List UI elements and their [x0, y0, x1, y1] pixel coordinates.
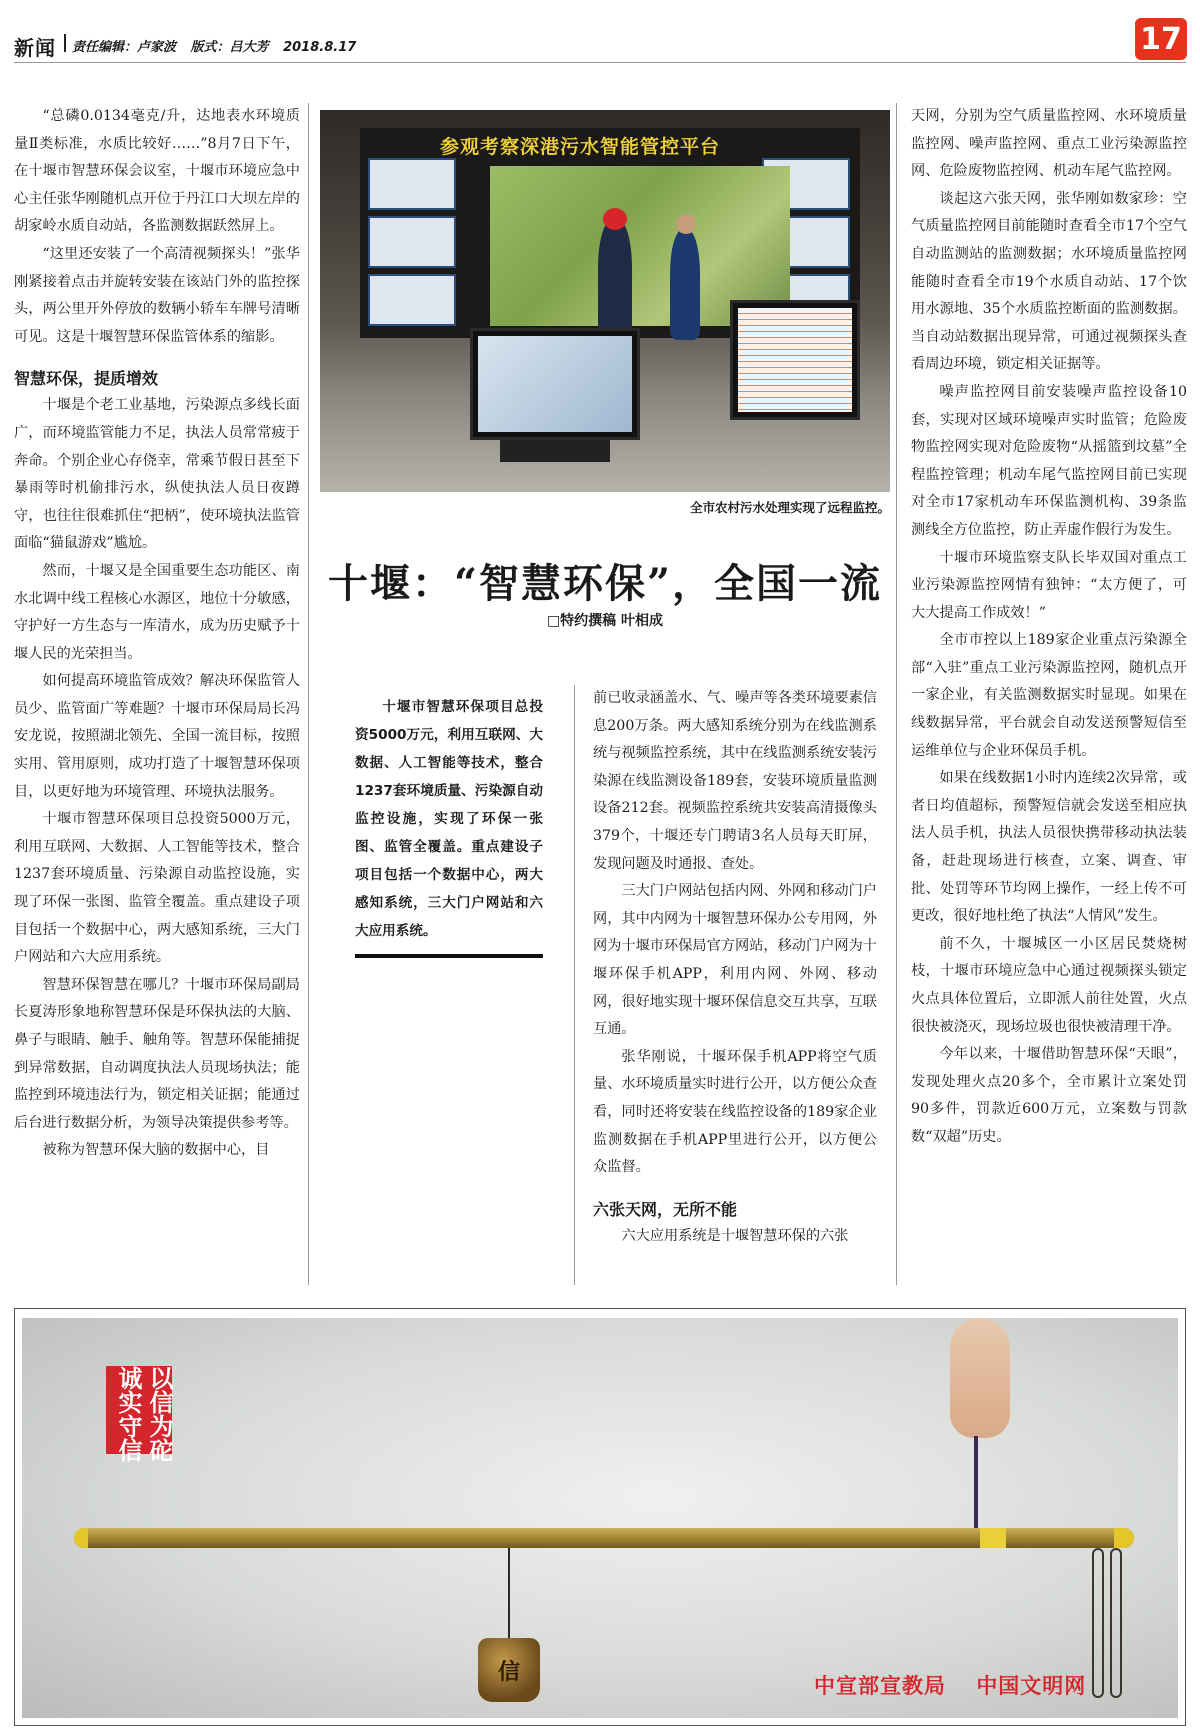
- section-heading: 六张天网，无所不能: [593, 1199, 738, 1219]
- weight-cord: [508, 1548, 510, 1640]
- hand-icon: [950, 1318, 1010, 1438]
- paragraph: 全市市控以上189家企业重点污染源全部“入驻”重点工业污染源监控网，随机点开一家企业，有关监测数据实时显现。如果在线数据异常，平台就会自动发送预警短信至运维单位与企业环保员手机。: [911, 632, 1187, 759]
- paragraph: 前不久，十堰城区一小区居民焚烧树枝，十堰市环境应急中心通过视频探头锁定火点具体位置后，立即派人前往处置，火点很快被浇灭，现场垃圾也很快被清理干净。: [911, 935, 1187, 1035]
- paragraph: “这里还安装了一个高清视频探头！”张华刚紧接着点击并旋转安装在该站门外的监控探头，两公里开外停放的数辆小轿车车牌号清晰可见。这是十堰智慧环保监管体系的缩影。: [14, 245, 300, 345]
- paragraph: 六大应用系统是十堰智慧环保的六张: [621, 1227, 849, 1244]
- steelyard-beam: [74, 1528, 1134, 1548]
- header-separator: [64, 34, 66, 52]
- paragraph: “总磷0.0134毫克/升，达地表水环境质量Ⅱ类标准，水质比较好……”8月7日下午，在十堰市智慧环保会议室，十堰市环境应急中心主任张华刚随机点开位于丹江口大坝左岸的胡家岭水质自动站，各监测数据跃然屏上。: [14, 108, 300, 235]
- paragraph: 噪声监控网目前安装噪声监控设备10套，实现对区域环境噪声实时监管；危险废物监控网实现对危险废物“从摇篮到坟墓”全程监控管理；机动车尾气监控网目前已实现对全市17家机动车环保监测机构、39条监测线全方位监控，防止弄虚作假行为发生。: [911, 383, 1187, 538]
- screen-tile: [368, 216, 456, 268]
- paragraph: 然而，十堰又是全国重要生态功能区、南水北调中线工程核心水源区，地位十分敏感，守护好一方生态与一库清水，成为历史赋予十堰人民的光荣担当。: [14, 562, 300, 662]
- paragraph: 前已收录涵盖水、气、噪声等各类环境要素信息200万条。两大感知系统分别为在线监测系统与视频监控系统，其中在线监测系统安装污染源在线监测设备189套，安装环境质量监测设备212套。视频监控系统共安装高清摄像头379个，十堰还专门聘请3名人员每天盯屏，发现问题及时通报、查处。: [593, 690, 877, 872]
- seal-char: 信: [145, 1390, 174, 1414]
- counterweight: 信: [478, 1638, 540, 1702]
- seal-char: 砣: [145, 1438, 174, 1462]
- summary-rule: [355, 954, 543, 958]
- hanging-strap: [974, 1436, 978, 1530]
- seal-char: 诚: [114, 1366, 143, 1390]
- seal-char: 信: [114, 1438, 143, 1462]
- screen-banner: 参观考察深港污水智能管控平台: [440, 136, 721, 158]
- paragraph: 谈起这六张天网，张华刚如数家珍：空气质量监控网目前能随时查看全市17个空气自动监测站的监测数据；水环境质量监控网能随时查看全市19个水质自动站、17个饮用水源地、35个水质监控断面的监测数据。当自动站数据出现异常，可通过视频探头查看周边环境，锁定相关证据等。: [911, 190, 1187, 373]
- page-header: [14, 28, 1186, 60]
- monitor: [730, 300, 860, 420]
- monitor: [470, 328, 640, 440]
- seal-char: 实: [114, 1390, 143, 1414]
- article-summary: 十堰市智慧环保项目总投资5000万元，利用互联网、大数据、人工智能等技术，整合1237套环境质量、污染源自动监控设施，实现了环保一张图、监管全覆盖。重点建设子项目包括一个数据中心，两大感知系统，三大门户网站和六大应用系统。: [355, 699, 543, 939]
- person-figure: [598, 220, 632, 340]
- beam-tip: [1114, 1528, 1134, 1548]
- photo-caption: 全市农村污水处理实现了远程监控。: [689, 500, 890, 515]
- public-service-ad: [22, 1318, 1178, 1718]
- header-rule: [14, 62, 1186, 63]
- section-name: 新闻: [14, 36, 56, 60]
- paragraph: 如果在线数据1小时内连续2次异常，或者日均值超标，预警短信就会发送至相应执法人员手机，执法人员很快携带移动执法装备，赶赴现场进行核查，立案、调查、审批、处罚等环节均网上操作，一经上传不可更改，很好地杜绝了执法“人情风”发生。: [911, 770, 1187, 925]
- paragraph: 智慧环保智慧在哪儿？十堰市环保局副局长夏涛形象地称智慧环保是环保执法的大脑、鼻子与眼睛、触手、触角等。智慧环保能捕捉到异常数据，自动调度执法人员现场执法；能监控到环境违法行为，锁定相关证据；能通过后台进行数据分析，为领导决策提供参考等。: [14, 976, 300, 1131]
- chain-icon: [1110, 1548, 1122, 1698]
- paragraph: 十堰市环境监察支队长毕双国对重点工业污染源监控网情有独钟：“太方便了，可大大提高工作成效！”: [911, 549, 1187, 621]
- paragraph: 天网，分别为空气质量监控网、水环境质量监控网、噪声监控网、重点工业污染源监控网、危险废物监控网、机动车尾气监控网。: [911, 108, 1187, 180]
- column-divider: [308, 103, 309, 1285]
- article-headline: 十堰：“智慧环保”，全国一流: [327, 560, 882, 607]
- paragraph: 如何提高环境监管成效？解决环保监管人员少、监管面广等难题？十堰市环保局局长冯安龙说，按照湖北领先、全国一流目标，按照实用、管用原则，成功打造了十堰智慧环保项目，以更好地为环境管理、环境执法服务。: [14, 673, 300, 800]
- article-column-3: [593, 685, 877, 1250]
- paragraph: 今年以来，十堰借助智慧环保“天眼”，发现处理火点20多个，全市累计立案处罚90多件，罚款近600万元，立案数与罚款数“双超”历史。: [911, 1046, 1187, 1145]
- article-column-4: [911, 103, 1187, 1152]
- person-figure: [670, 230, 700, 340]
- beam-band: [980, 1528, 1006, 1548]
- column-divider: [896, 103, 897, 1285]
- page-number-badge: 17: [1135, 18, 1187, 60]
- news-photo: [320, 110, 890, 492]
- slogan-seal: [106, 1366, 174, 1462]
- ad-sponsors: [792, 1670, 1086, 1700]
- article-column-1: [14, 103, 300, 1165]
- paragraph: 张华刚说，十堰环保手机APP将空气质量、水环境质量实时进行公开，以方便公众查看，同时还将安装在线监控设备的189家企业监测数据在手机APP里进行公开，以方便公众监督。: [593, 1048, 877, 1176]
- screen-tile: [368, 158, 456, 210]
- keyboard: [500, 440, 610, 462]
- beam-tip: [74, 1528, 88, 1548]
- sponsor-name: 中国文明网: [976, 1673, 1087, 1698]
- header-meta: [72, 36, 366, 55]
- article-byline: □特约撰稿 叶相成: [546, 613, 664, 629]
- paragraph: 被称为智慧环保大脑的数据中心，目: [42, 1142, 270, 1159]
- seal-char: 守: [114, 1414, 143, 1438]
- red-cap: [603, 208, 627, 230]
- section-heading: 智慧环保，提质增效: [14, 369, 159, 389]
- screen-tile: [368, 274, 456, 326]
- paragraph: 十堰是个老工业基地，污染源点多线长面广，而环境监管能力不足，执法人员常常疲于奔命。个别企业心存侥幸，常乘节假日甚至下暴雨等时机偷排污水，纵使执法人员日夜蹲守，也往往很难抓住“把柄”，使环境执法监管面临“猫鼠游戏”尴尬。: [14, 397, 300, 552]
- person-head: [676, 214, 696, 234]
- issue-date: 2018.8.17: [283, 40, 357, 55]
- paragraph: 十堰市智慧环保项目总投资5000万元，利用互联网、大数据、人工智能等技术，整合1237套环境质量、污染源自动监控设施，实现了环保一张图、监管全覆盖。重点建设子项目包括一个数据中心，两大感知系统，三大门户网站和六大应用系统。: [14, 811, 300, 966]
- column-divider: [574, 685, 575, 1285]
- sponsor-name: 中宣部宣教局: [814, 1673, 946, 1698]
- editor-credit: 责任编辑：卢家波: [72, 40, 177, 55]
- layout-credit: 版式：吕大芳: [190, 40, 269, 55]
- seal-char: 为: [145, 1414, 174, 1438]
- chain-icon: [1092, 1548, 1104, 1698]
- paragraph: 三大门户网站包括内网、外网和移动门户网，其中内网为十堰智慧环保办公专用网，外网为十堰市环保局官方网站，移动门户网为十堰环保手机APP，利用内网、外网、移动网，很好地实现十堰环保信息交互共享，互联互通。: [593, 883, 877, 1038]
- seal-char: 以: [145, 1366, 174, 1390]
